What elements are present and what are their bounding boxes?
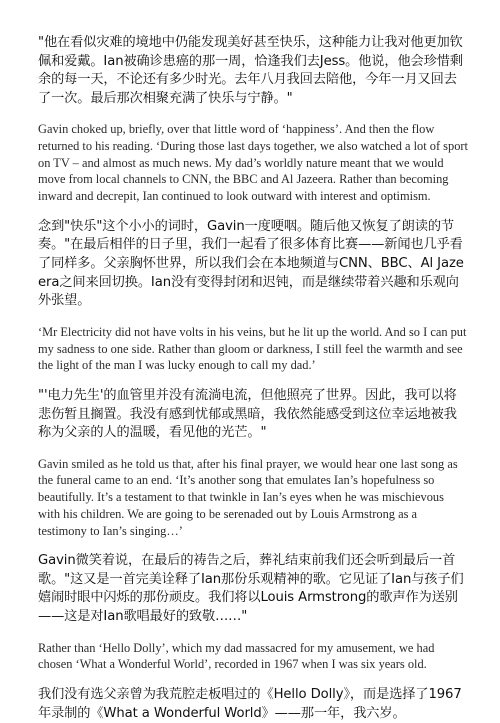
paragraph-zh-3: "'电力先生'的血管里并没有流淌电流，但他照亮了世界。因此，我可以将悲伤暂且搁置。我没有感到忧郁或黑暗，我依然能感受到这位幸运地被我称为父亲的人的温暖，看见他的光芒。" (38, 387, 457, 441)
paragraph-zh-2: 念到"快乐"这个小小的词时，Gavin一度哽咽。随后他又恢复了朗读的节奏。"在最后相伴的日子里，我们一起看了很多体育比赛——新闻也几乎看了同样多。父亲胸怀世界，所以我们会在本地频道与CNN、BBC、Al Jazeera之间来回切换。Ian没有变得封闭和迟钝，而是继续带着兴趣和乐观向外张望。 (38, 218, 464, 309)
paragraph-zh-5: 我们没有选父亲曾为我荒腔走板唱过的《Hello Dolly》，而是选择了1967年录制的《What a Wonderful World》——那一年，我六岁。 (38, 687, 462, 721)
paragraph-spacer (38, 443, 468, 456)
paragraph-zh-1: "他在看似灾难的境地中仍能发现美好甚至快乐，这种能力让我对他更加钦佩和爱戴。Ian被确诊患癌的那一周，恰逢我们去Jess。他说，他会珍惜剩余的每一天，不论还有多少时光。去年八月我回去陪他，今年一月又回去了一次。最后那次相聚充满了快乐与宁静。" (38, 35, 463, 106)
paragraph-en-1: Gavin choked up, briefly, over that little word of ‘happiness’. And then the flow returned to his reading. ‘During those last days together, we also watched a lot of sport on TV – and almost as much news. My dad’s worldly nature meant that we would move from local channels to CNN, the BBC and Al Jazeera. Rather than becoming inward and decrepit, Ian continued to look outward with interest and optimism. (38, 122, 468, 204)
paragraph-spacer (38, 205, 468, 218)
paragraph-spacer (38, 673, 468, 686)
paragraph-en-3: Gavin smiled as he told us that, after his final prayer, we would hear one last song as the funeral came to an end. ‘It’s another song that emulates Ian’s hopefulness so beautifully. It’s a testament to that twinkle in Ian’s eyes when he was mischievous with his children. We are going to be serenaded out by Louis Armstrong as a testimony to Ian’s singing…’ (38, 456, 458, 538)
paragraph-en-4: Rather than ‘Hello Dolly’, which my dad massacred for my amusement, we had chosen ‘What a Wonderful World’, recorded in 1967 when I was six years old. (38, 640, 435, 672)
paragraph-spacer (38, 627, 468, 640)
paragraph-en-2: ‘Mr Electricity did not have volts in his veins, but he lit up the world. And so I can put my sadness to one side. Rather than gloom or darkness, I still feel the warmth and see the light of the man I was lucky enough to call my dad.’ (38, 324, 467, 373)
paragraph-spacer (38, 108, 468, 121)
paragraph-zh-4: Gavin微笑着说，在最后的祷告之后，葬礼结束前我们还会听到最后一首歌。"这又是一首完美诠释了Ian那份乐观精神的歌。它见证了Ian与孩子们嬉闹时眼中闪烁的那份顽皮。我们将以Louis Armstrong的歌声作为送别——这是对Ian歌唱最好的致敬……" (38, 553, 464, 625)
document-page (38, 34, 468, 723)
paragraph-spacer (38, 311, 468, 324)
paragraph-spacer (38, 374, 468, 387)
paragraph-spacer (38, 539, 468, 552)
